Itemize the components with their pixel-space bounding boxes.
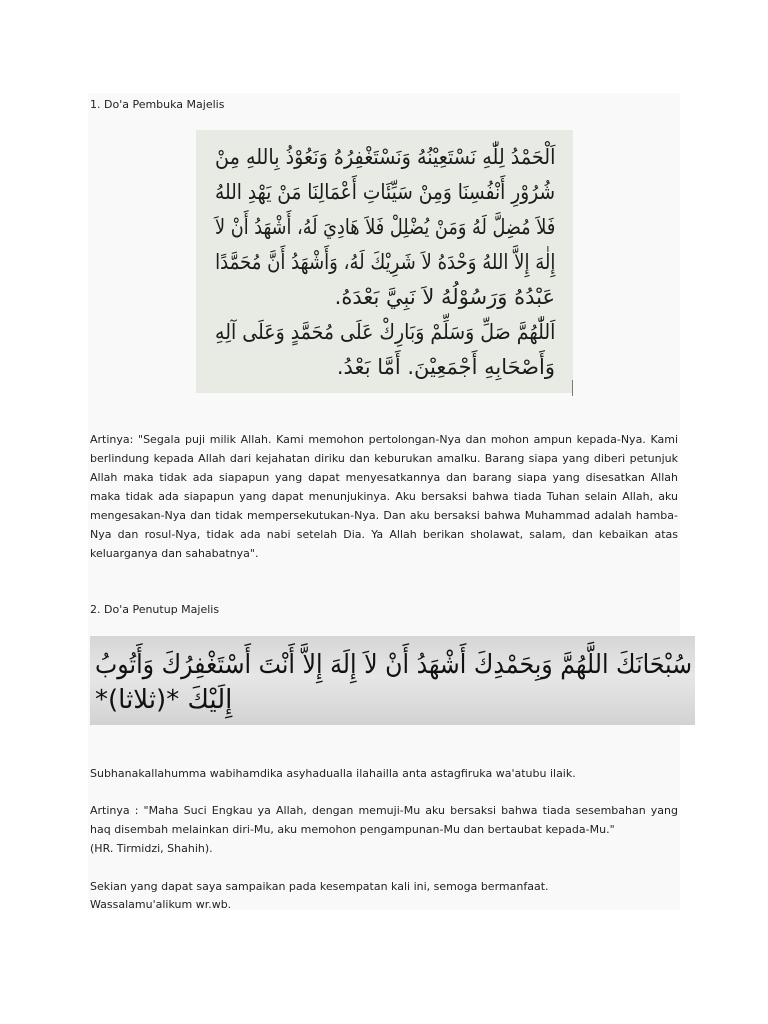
arabic-line-text: إِلٰهَ إِلاَّ اللهُ وَحْدَهُ لاَ شَرِيْكَ لَهُ، وَأَشْهَدُ أَنَّ مُحَمَّدًا (214, 250, 555, 274)
arabic-line-text: اَلْحَمْدُ لِلّٰهِ نَسْتَعِيْنُهُ وَنَسْتَغْفِرُهُ وَنَعُوْذُ بِاللهِ مِنْ (214, 145, 555, 169)
arabic-line (215, 350, 555, 385)
arabic-line (215, 245, 555, 280)
arabic-line (215, 140, 555, 175)
arabic-line (95, 648, 692, 683)
arabic-opening-prayer-image (196, 130, 573, 393)
arabic-line-text: شُرُوْرِ أَنْفُسِنَا وَمِنْ سَيِّئَاتِ أَعْمَالِنَا مَنْ يَهْدِ اللهُ (214, 180, 555, 204)
closing-text: Sekian yang dapat saya sampaikan pada kesempatan kali ini, semoga bermanfaat. (90, 880, 549, 893)
arabic-line-text: عَبْدُهُ وَرَسُوْلُهُ لاَ نَبِيَّ بَعْدَهُ. (334, 285, 555, 309)
closing-greeting: Wassalamu'alikum wr.wb. (90, 898, 232, 911)
section-2-translation: Artinya : "Maha Suci Engkau ya Allah, dengan memuji-Mu aku bersaksi bahwa tiada sesembahan yang haq disembah melainkan diri-Mu, aku memohon pengampunan-Mu dan bertaubat kepada-Mu." (90, 804, 678, 836)
section-2-transliteration: Subhanakallahumma wabihamdika asyhadualla ilahailla anta astagfiruka wa'atubu ilaik. (90, 767, 576, 780)
arabic-line (215, 315, 555, 350)
arabic-line (215, 175, 555, 210)
section-2-title: 2. Do'a Penutup Majelis (90, 603, 220, 616)
arabic-line-text: سُبْحَانَكَ اللَّهُمَّ وَبِحَمْدِكَ أَشْهَدُ أَنْ لاَ إِلَهَ إِلاَّ أَنْتَ أَسْتَغْفِرُكَ وَأَتُوبُ (94, 650, 692, 680)
arabic-closing-prayer-image (90, 636, 695, 725)
arabic-line-text: وَأَصْحَابِهِ أَجْمَعِيْنَ. أَمَّا بَعْدُ. (336, 355, 555, 379)
hadith-source: (HR. Tirmidzi, Shahih). (90, 842, 213, 855)
arabic-line-text: إِلَيْكَ *(ثلاثا)* (95, 685, 233, 715)
arabic-line (95, 683, 692, 718)
arabic-line (215, 210, 555, 245)
arabic-line-text: فَلاَ مُضِلَّ لَهُ وَمَنْ يُضْلِلْ فَلاَ هَادِيَ لَهُ، أَشْهَدُ أَنْ لاَ (214, 215, 555, 239)
arabic-line-text: اَللّٰهُمَّ صَلِّ وَسَلِّمْ وَبَارِكْ عَلَى مُحَمَّدٍ وَعَلَى آلِهِ (214, 320, 555, 344)
section-1-title: 1. Do'a Pembuka Majelis (90, 98, 225, 111)
text-cursor-mark (572, 380, 573, 396)
section-1-translation: Artinya: "Segala puji milik Allah. Kami memohon pertolongan-Nya dan mohon ampun kepada-Nya. Kami berlindung kepada Allah dari kejahatan diriku dan keburukan amalku. Barang siapa yang diberi petunjuk Allah maka tidak ada siapapun yang dapat menyesatkannya dan barang siapa yang disesatkan Allah maka tidak ada siapapun yang dapat menunjukinya. Aku bersaksi bahwa tiada Tuhan selain Allah, aku mengesakan-Nya dan tidak mempersekutukan-Nya. Dan aku bersaksi bahwa Muhammad adalah hamba-Nya dan rosul-Nya, tidak ada nabi setelah Dia. Ya Allah berikan sholawat, salam, dan kebaikan atas keluarganya dan sahabatnya". (90, 433, 678, 560)
arabic-line (215, 280, 555, 315)
